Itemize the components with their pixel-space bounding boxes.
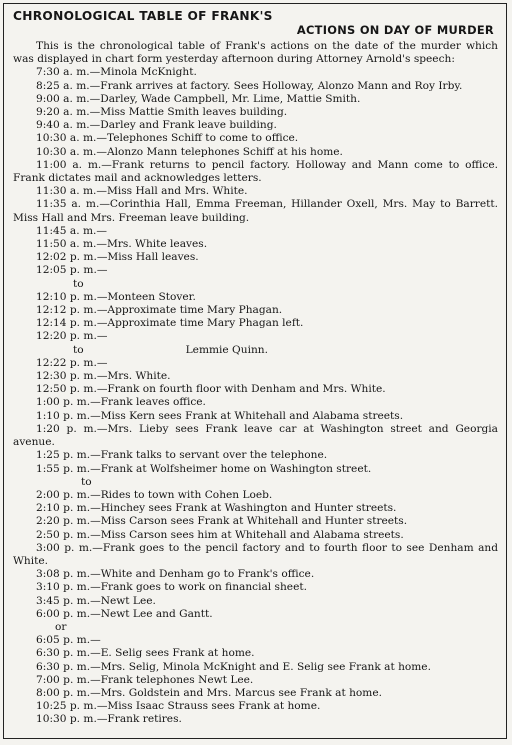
timeline-entry (13, 264, 498, 277)
entry-text: Mrs. Lieby sees Frank leave car at Washington street and Georgia avenue. (13, 422, 498, 449)
entry-dash: — (90, 634, 101, 647)
entry-dash: — (90, 396, 101, 409)
subheadline: ACTIONS ON DAY OF MURDER (296, 23, 494, 37)
timeline-entry (13, 647, 498, 660)
entry-dash: — (96, 290, 108, 303)
entry-time: 12:02 p. m. (36, 251, 97, 264)
entry-time: 12:50 p. m. (36, 383, 97, 396)
timeline-entry (13, 595, 498, 608)
entry-dash: — (96, 383, 108, 396)
entry-time: 12:30 p. m. (36, 370, 97, 383)
entry-time: 6:00 p. m. (36, 607, 91, 620)
entry-time: 9:00 a. m. (36, 92, 90, 105)
entry-text: Frank on fourth floor with Denham and Mrs. White. (107, 383, 386, 396)
timeline-entry (13, 66, 498, 79)
entry-time: 3:10 p. m. (36, 581, 91, 594)
timeline-entry (13, 317, 498, 330)
entry-text: Frank returns to pencil factory. Holloway and Mann come to office. Frank dictates mail and acknowledges letters. (13, 158, 498, 185)
entry-time: 12:10 p. m. (36, 290, 97, 303)
entry-time: 1:00 p. m. (36, 396, 91, 409)
entry-time: 3:45 p. m. (36, 594, 91, 607)
entry-text: Mrs. White leaves. (106, 238, 208, 251)
headline: CHRONOLOGICAL TABLE OF FRANK'S (13, 9, 273, 23)
entry-text: Frank arrives at factory. Sees Holloway, Alonzo Mann and Roy Irby. (100, 79, 463, 92)
entry-dash: — (96, 251, 108, 264)
entry-dash: — (96, 370, 108, 383)
entry-text: Frank talks to servant over the telephone. (100, 449, 328, 462)
timeline-entry (13, 529, 498, 542)
entry-dash: — (90, 673, 101, 686)
entry-dash: — (90, 594, 101, 607)
timeline-connector (13, 621, 498, 634)
entry-dash: — (99, 198, 110, 211)
connector-word: to (73, 343, 84, 356)
entry-text: Miss Isaac Strauss sees Frank at home. (107, 700, 321, 713)
entry-time: 7:30 a. m. (36, 66, 90, 79)
timeline-entry (13, 159, 498, 185)
entry-dash: — (90, 607, 101, 620)
entry-dash: — (96, 422, 108, 435)
entry-text: Mrs. Goldstein and Mrs. Marcus see Frank at home. (100, 686, 382, 699)
entry-text: Corinthia Hall, Emma Freeman, Hillander Oxell, Mrs. May to Barrett. Miss Hall and Mrs. Freeman leave building. (13, 198, 498, 224)
timeline-entry (13, 93, 498, 106)
timeline-entry (13, 674, 498, 687)
timeline-entry (13, 423, 498, 449)
timeline-entry (13, 146, 498, 159)
entry-text: Telephones Schiff to come to office. (106, 132, 299, 145)
entry-time: 8:25 a. m. (36, 79, 90, 92)
entry-time: 10:30 a. m. (36, 145, 97, 158)
entry-text: Newt Lee. (100, 594, 156, 607)
timeline-entry (13, 713, 498, 726)
entry-dash: — (90, 568, 101, 581)
entry-time: 2:10 p. m. (36, 502, 91, 515)
entry-dash: — (90, 462, 101, 475)
connector-word: to (81, 475, 92, 488)
entry-dash: — (96, 238, 107, 251)
entry-text: Frank at Wolfsheimer home on Washington street. (100, 462, 372, 475)
timeline-connector (13, 344, 498, 357)
timeline-connector (13, 476, 498, 489)
timeline-entry (13, 185, 498, 198)
entry-dash: — (96, 713, 108, 726)
entry-dash: — (89, 92, 101, 105)
entry-time: 10:30 p. m. (36, 713, 97, 726)
entry-dash: — (90, 581, 101, 594)
entry-dash: — (90, 660, 101, 673)
entry-dash: — (90, 449, 101, 462)
entry-time: 2:00 p. m. (36, 488, 91, 501)
article-box (3, 3, 507, 739)
entry-text: Frank telephones Newt Lee. (100, 673, 254, 686)
entry-time: 10:25 p. m. (36, 700, 97, 713)
entry-text: Frank leaves office. (100, 396, 206, 409)
entry-dash: — (96, 330, 108, 343)
entry-time: 10:30 a. m. (36, 132, 97, 145)
entry-dash: — (96, 304, 108, 317)
timeline-entry (13, 383, 498, 396)
entry-text: Mrs. White. (107, 370, 171, 383)
timeline-entry (13, 661, 498, 674)
timeline-entry (13, 568, 498, 581)
entry-time: 12:05 p. m. (36, 264, 97, 277)
entry-time: 3:08 p. m. (36, 568, 91, 581)
timeline-entry (13, 225, 498, 238)
timeline-entry (13, 80, 498, 93)
entry-text: Minola McKnight. (100, 66, 197, 79)
connector-tail: Lemmie Quinn. (185, 343, 268, 356)
entry-text: Approximate time Mary Phagan. (107, 304, 283, 317)
timeline-entry (13, 489, 498, 502)
entry-dash: — (90, 528, 101, 541)
timeline-entry (13, 370, 498, 383)
entry-dash: — (90, 409, 101, 422)
timeline-entry (13, 251, 498, 264)
entry-dash: — (90, 502, 101, 515)
entry-time: 9:20 a. m. (36, 106, 90, 119)
entry-dash: — (90, 647, 101, 660)
entry-text: Miss Hall and Mrs. White. (106, 185, 248, 198)
entry-time: 1:55 p. m. (36, 462, 91, 475)
entry-time: 11:30 a. m. (36, 185, 97, 198)
timeline-entry (13, 463, 498, 476)
timeline-entry (13, 634, 498, 647)
entry-text: Miss Hall leaves. (107, 251, 199, 264)
timeline-entry (13, 502, 498, 515)
entry-text: Miss Mattie Smith leaves building. (100, 106, 288, 119)
timeline-entry (13, 449, 498, 462)
entry-text: Newt Lee and Gantt. (100, 607, 213, 620)
entry-time: 6:30 p. m. (36, 647, 91, 660)
timeline-entry (13, 687, 498, 700)
entry-time: 11:50 a. m. (36, 238, 97, 251)
intro-paragraph: This is the chronological table of Frank's actions on the date of the murder which was displayed in chart form yesterday afternoon during Attorney Arnold's speech: (13, 40, 498, 66)
entry-time: 6:05 p. m. (36, 634, 91, 647)
timeline-list (13, 66, 498, 726)
entry-dash: — (96, 264, 108, 277)
entry-time: 9:40 a. m. (36, 119, 90, 132)
timeline-entry (13, 198, 498, 224)
entry-dash: — (89, 79, 101, 92)
timeline-entry (13, 542, 498, 568)
entry-dash: — (90, 686, 101, 699)
timeline-entry (13, 119, 498, 132)
timeline-entry (13, 106, 498, 119)
entry-dash: — (92, 541, 103, 554)
entry-text: Miss Kern sees Frank at Whitehall and Alabama streets. (100, 409, 404, 422)
timeline-entry (13, 291, 498, 304)
timeline-entry (13, 700, 498, 713)
entry-time: 1:25 p. m. (36, 449, 91, 462)
entry-text: White and Denham go to Frank's office. (100, 568, 315, 581)
entry-dash: — (90, 488, 101, 501)
entry-text: Alonzo Mann telephones Schiff at his home. (106, 145, 343, 158)
entry-time: 2:20 p. m. (36, 515, 91, 528)
entry-time: 1:20 p. m. (36, 422, 97, 435)
entry-dash: — (101, 158, 112, 171)
entry-time: 11:35 a. m. (36, 198, 100, 211)
entry-dash: — (96, 317, 108, 330)
entry-text: Monteen Stover. (107, 290, 196, 303)
timeline-entry (13, 238, 498, 251)
timeline-entry (13, 357, 498, 370)
entry-dash: — (96, 224, 107, 237)
entry-time: 7:00 p. m. (36, 673, 91, 686)
entry-dash: — (96, 700, 108, 713)
entry-dash: — (96, 145, 107, 158)
entry-time: 6:30 p. m. (36, 660, 91, 673)
entry-time: 12:22 p. m. (36, 356, 97, 369)
entry-time: 3:00 p. m. (36, 541, 93, 554)
entry-dash: — (90, 515, 101, 528)
entry-dash: — (89, 106, 101, 119)
entry-text: Frank goes to work on financial sheet. (100, 581, 307, 594)
entry-text: Frank retires. (107, 713, 182, 726)
entry-time: 2:50 p. m. (36, 528, 91, 541)
entry-text: Mrs. Selig, Minola McKnight and E. Selig see Frank at home. (100, 660, 431, 673)
entry-dash: — (96, 356, 108, 369)
connector-word: to (73, 277, 84, 290)
entry-time: 8:00 p. m. (36, 686, 91, 699)
timeline-entry (13, 304, 498, 317)
entry-dash: — (96, 185, 107, 198)
timeline-entry (13, 515, 498, 528)
entry-text: Miss Carson sees him at Whitehall and Alabama streets. (100, 528, 404, 541)
entry-text: Hinchey sees Frank at Washington and Hunter streets. (100, 502, 397, 515)
timeline-entry (13, 410, 498, 423)
entry-dash: — (96, 132, 107, 145)
timeline-entry (13, 330, 498, 343)
entry-text: E. Selig sees Frank at home. (100, 647, 255, 660)
timeline-entry (13, 396, 498, 409)
entry-time: 1:10 p. m. (36, 409, 91, 422)
entry-time: 11:45 a. m. (36, 224, 97, 237)
entry-text: Approximate time Mary Phagan left. (107, 317, 304, 330)
entry-time: 12:20 p. m. (36, 330, 97, 343)
timeline-entry (13, 132, 498, 145)
timeline-entry (13, 608, 498, 621)
connector-word: or (55, 620, 67, 633)
entry-text: Darley and Frank leave building. (100, 119, 277, 132)
timeline-entry (13, 581, 498, 594)
entry-dash: — (89, 66, 101, 79)
entry-dash: — (89, 119, 101, 132)
entry-time: 12:12 p. m. (36, 304, 97, 317)
entry-text: Frank goes to the pencil factory and to fourth floor to see Denham and White. (13, 541, 499, 567)
timeline-connector (13, 278, 498, 291)
entry-time: 12:14 p. m. (36, 317, 97, 330)
entry-time: 11:00 a. m. (36, 158, 102, 171)
entry-text: Rides to town with Cohen Loeb. (100, 488, 273, 501)
entry-text: Darley, Wade Campbell, Mr. Lime, Mattie Smith. (100, 92, 361, 105)
entry-text: Miss Carson sees Frank at Whitehall and Hunter streets. (100, 515, 408, 528)
